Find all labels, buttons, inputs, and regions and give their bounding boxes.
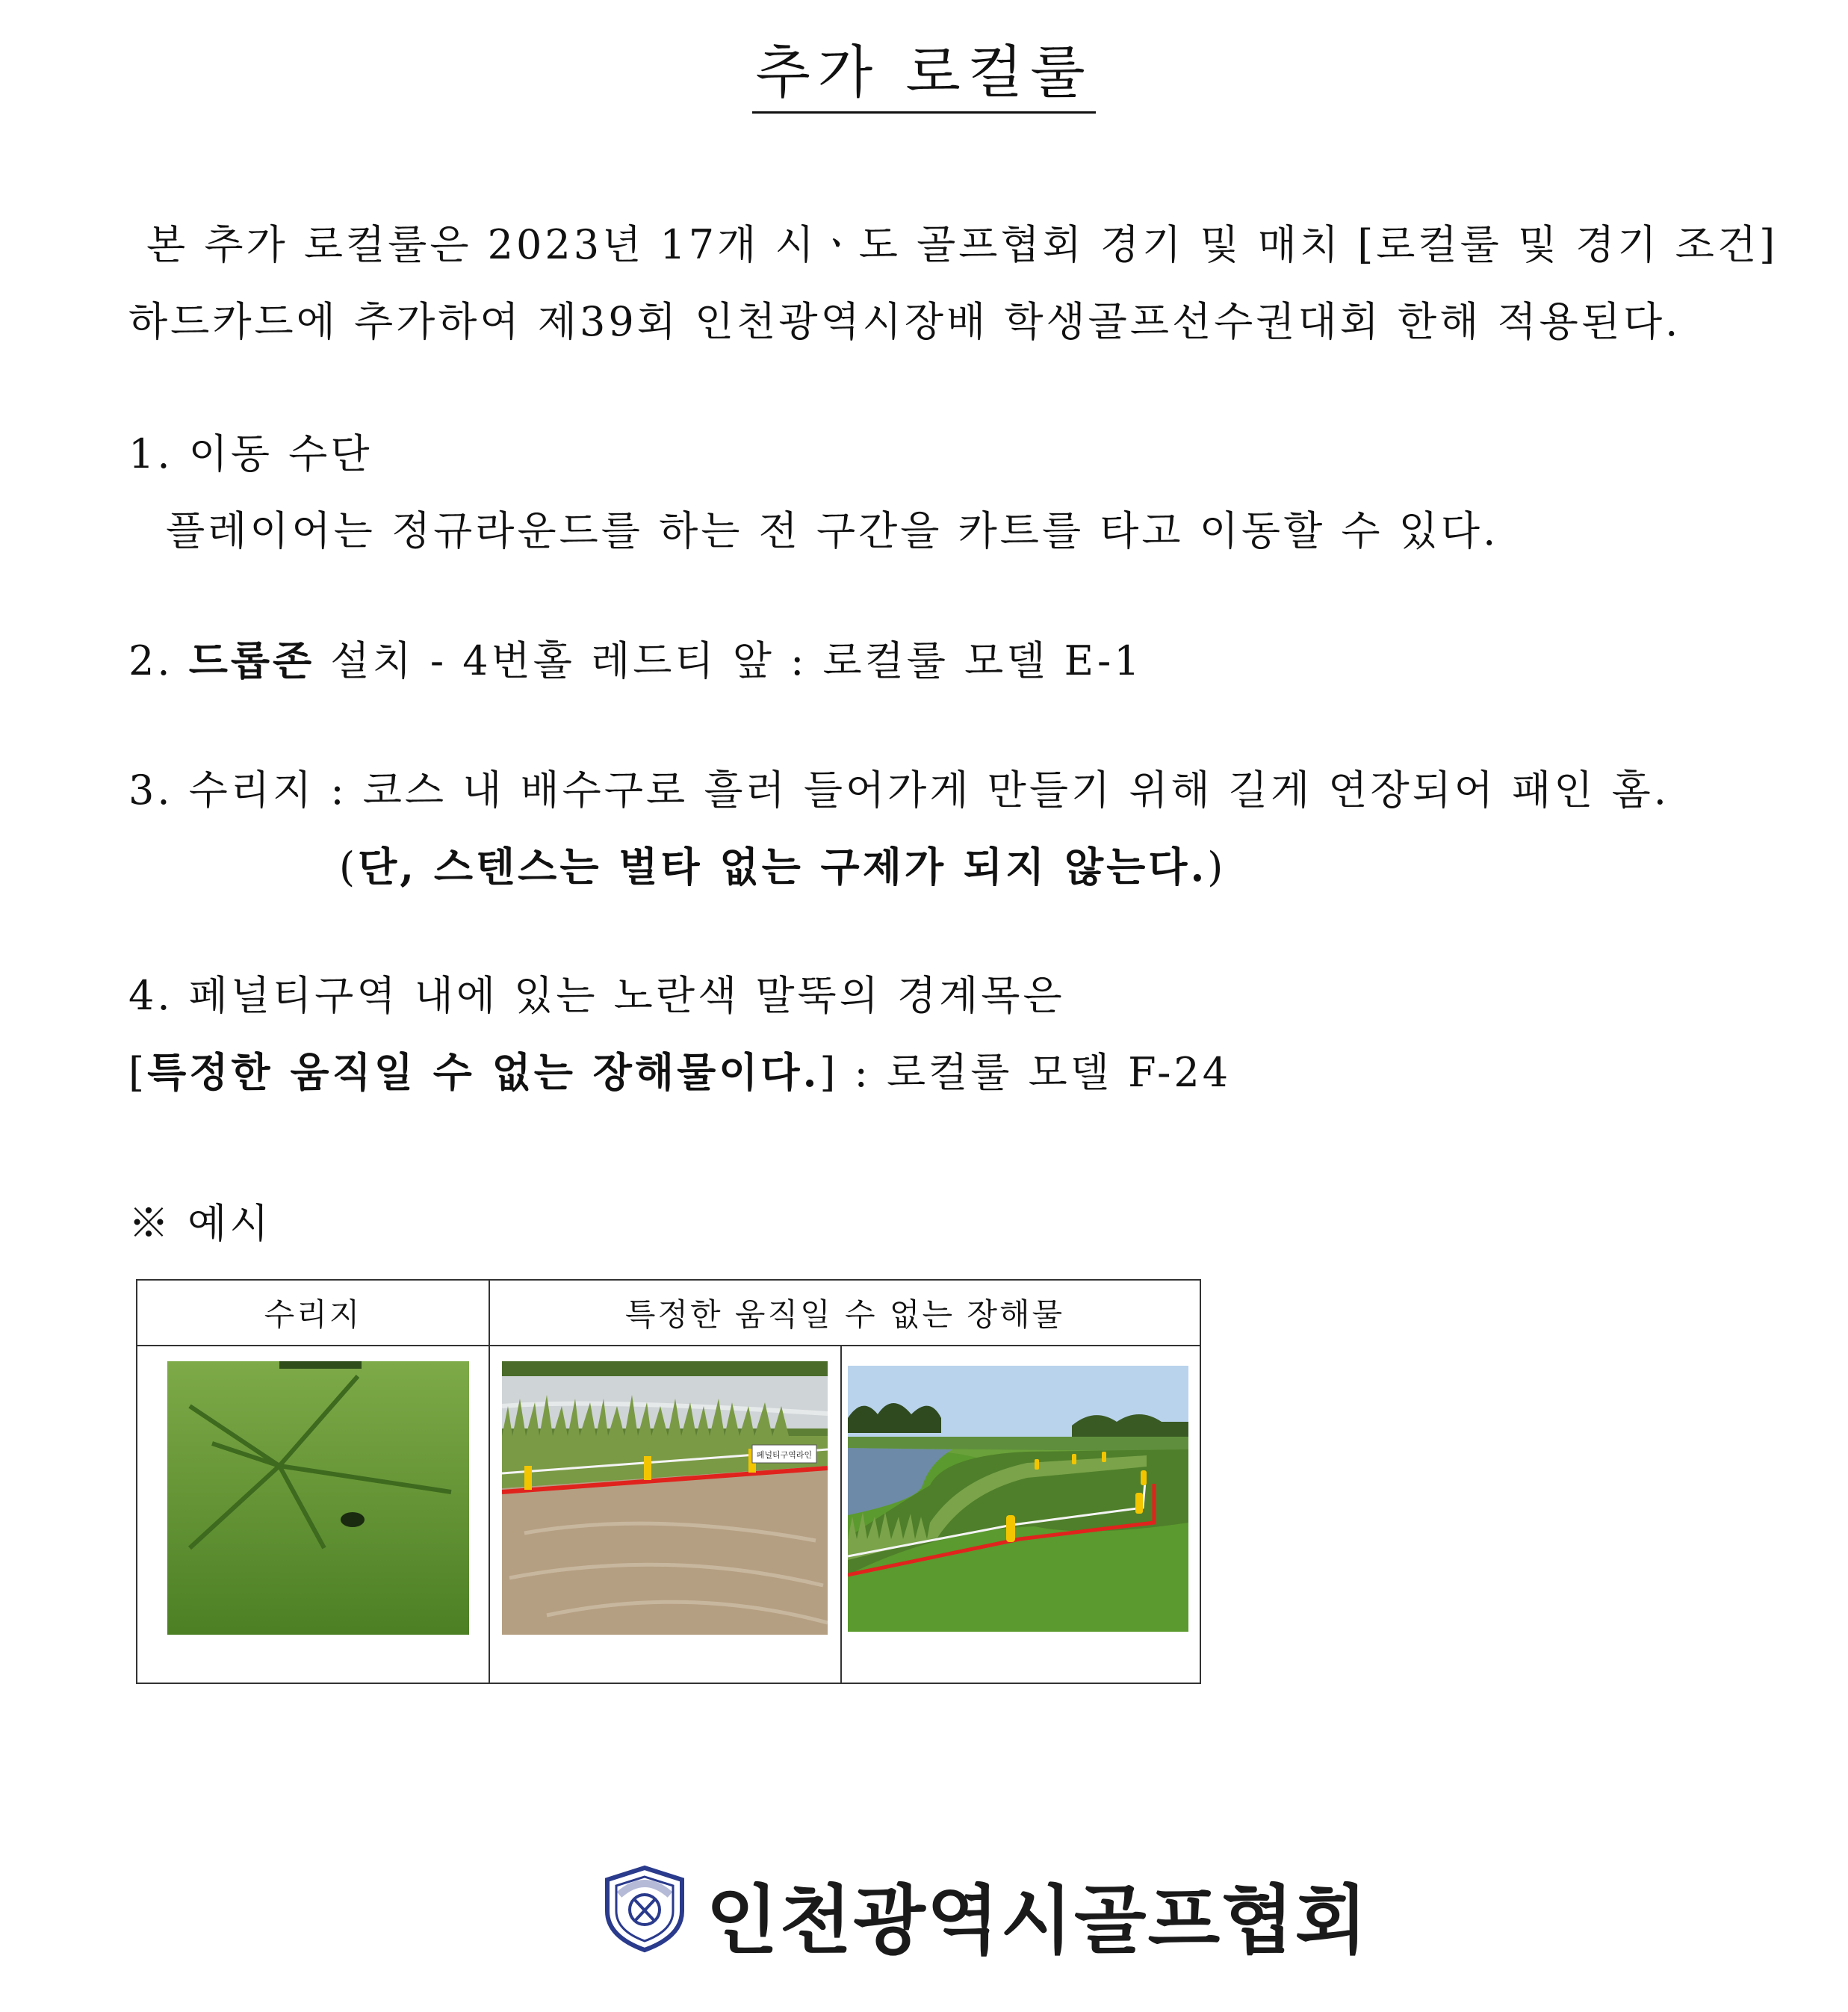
- footer: [0, 1860, 1848, 1964]
- cell-obstruction-photo-2: [841, 1346, 1200, 1683]
- photo-ground-under-repair: [167, 1361, 469, 1635]
- photo-penalty-area-pond: [848, 1366, 1188, 1632]
- rule-4-bracket: [: [128, 1049, 148, 1096]
- rule-1-heading: 1. 이동 수단: [128, 430, 373, 477]
- rule-3-text: 3. 수리지 : 코스 내 배수구로 흘러 들어가게 만들기 위해 길게 연장되어 패인 홈.: [128, 767, 1669, 814]
- photo-penalty-area-bunker: [502, 1361, 828, 1635]
- rule-4-bold: 특정한 움직일 수 없는 장해물이다.: [147, 1048, 820, 1096]
- rule-4-line-1: 4. 페널티구역 내에 있는 노란색 말뚝의 경계목은: [128, 972, 1065, 1019]
- page-title: 추가 로컬룰: [0, 27, 1848, 108]
- rule-3-note: [339, 835, 1226, 893]
- association-logo: [601, 1865, 688, 1956]
- header-immovable-obstruction: 특정한 움직일 수 없는 장해물: [489, 1280, 1200, 1346]
- rule-3-paren-open: (: [339, 844, 359, 891]
- sign-text: 페널티구역라인: [756, 1450, 813, 1460]
- example-label: ※ 예시: [128, 1200, 272, 1247]
- rule-4-line-2: [128, 1041, 1231, 1098]
- rule-3-paren-close: ): [1207, 844, 1227, 891]
- rule-2: [128, 629, 1143, 687]
- cell-ground-under-repair: [137, 1346, 489, 1683]
- intro-line-1: 본 추가 로컬룰은 2023년 17개 시ㆍ도 골프협회 경기 및 매치 [로컬룰 및 경기 조건]: [146, 221, 1779, 268]
- rule-3-bold: 단, 스텐스는 벌타 없는 구제가 되지 않는다.: [358, 843, 1208, 891]
- association-name: 인천광역시골프협회: [706, 1877, 1369, 1964]
- header-ground-under-repair: 수리지: [137, 1280, 489, 1346]
- intro-line-2: 하드카드에 추가하여 제39회 인천광역시장배 학생골프선수권대회 한해 적용된다.: [128, 298, 1681, 345]
- rule-2-rest: 설치 - 4번홀 레드티 앞 : 로컬룰 모델 E-1: [314, 637, 1143, 684]
- example-table: [136, 1279, 1201, 1684]
- cell-obstruction-photo-1: [489, 1346, 841, 1683]
- rule-1-text: 플레이어는 정규라운드를 하는 전 구간을 카트를 타고 이동할 수 있다.: [166, 507, 1499, 554]
- rule-2-bold: 드롭존: [188, 637, 315, 684]
- rule-4-rest: ] : 로컬룰 모델 F-24: [819, 1049, 1232, 1096]
- rule-2-prefix: 2.: [128, 637, 189, 684]
